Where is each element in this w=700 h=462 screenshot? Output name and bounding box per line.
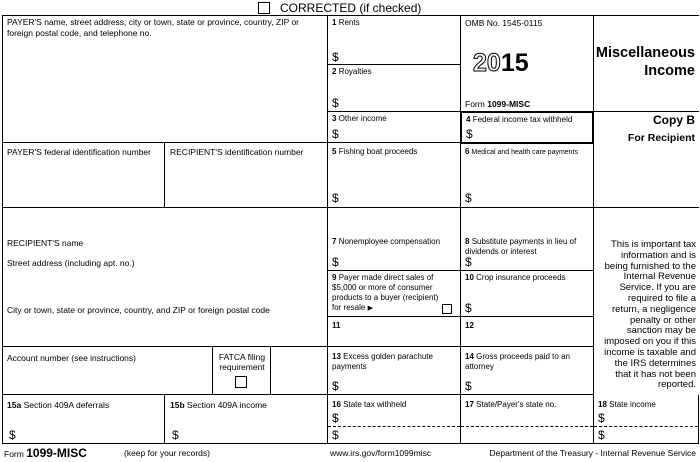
box-4-federal-tax-withheld[interactable]: 4 Federal income tax withheld $ xyxy=(460,111,594,144)
footer xyxy=(0,446,700,462)
box-3-other-income[interactable]: 3 Other income $ xyxy=(328,112,461,143)
title-line2: Income xyxy=(644,63,695,79)
recipient-name-label: RECIPIENT'S name xyxy=(7,238,84,248)
box-9-checkbox[interactable] xyxy=(442,304,452,314)
box-10-crop-insurance[interactable]: 10 Crop insurance proceeds $ xyxy=(461,271,594,317)
box-2-royalties[interactable]: 2 Royalties $ xyxy=(328,65,461,112)
omb-number: OMB No. 1545-0115 xyxy=(465,18,543,28)
blank-cell xyxy=(271,347,328,395)
street-label: Street address (including apt. no.) xyxy=(7,258,135,268)
dollar-sign: $ xyxy=(465,191,472,205)
box-12[interactable]: 12 xyxy=(461,317,594,347)
divider xyxy=(328,426,460,427)
footer-dept: Department of the Treasury - Internal Revenue Service xyxy=(489,448,696,458)
form-title xyxy=(594,15,699,112)
footer-form: Form 1099-MISC xyxy=(4,446,87,460)
dollar-sign: $ xyxy=(332,411,339,425)
city-label: City or town, state or province, country, and ZIP or foreign postal code xyxy=(7,305,270,315)
dollar-sign: $ xyxy=(466,127,473,141)
box-14-attorney-proceeds[interactable]: 14 Gross proceeds paid to an attorney $ xyxy=(461,347,594,395)
dollar-sign: $ xyxy=(332,379,339,393)
box-16-state-tax[interactable]: 16 State tax withheld $ $ xyxy=(328,395,461,444)
box-5-fishing-boat[interactable]: 5 Fishing boat proceeds $ xyxy=(328,143,461,208)
fatca-checkbox[interactable] xyxy=(235,376,247,388)
copy-b-block xyxy=(594,112,699,208)
fatca-box: FATCA filing requirement xyxy=(213,347,271,395)
dollar-sign: $ xyxy=(465,255,472,269)
dollar-sign: $ xyxy=(465,379,472,393)
dollar-sign: $ xyxy=(9,428,16,442)
dollar-sign: $ xyxy=(598,428,605,442)
box-15b-income[interactable]: 15b Section 409A income $ xyxy=(165,395,328,444)
payer-fed-id-box[interactable]: PAYER'S federal identification number xyxy=(2,143,165,208)
omb-box xyxy=(461,15,594,112)
box-9-direct-sales[interactable]: 9 Payer made direct sales of $5,000 or more of consumer products to a buyer (recipient) for resale ▶ xyxy=(328,271,461,317)
dollar-sign: $ xyxy=(332,50,339,64)
recipient-name-box[interactable] xyxy=(2,208,328,347)
irs-notice: This is important tax information and is being furnished to the Internal Revenue Service. If you are required to file a return, a negligence penalty or other sanction may be imposed on you if this income is taxable and the IRS determines that it has not been reported. xyxy=(604,239,696,391)
box-15a-deferrals[interactable]: 15a Section 409A deferrals $ xyxy=(2,395,165,444)
box-18-state-income[interactable]: 18 State income $ $ xyxy=(594,395,699,444)
corrected-checkbox[interactable] xyxy=(258,2,270,14)
payer-name-box[interactable] xyxy=(2,15,328,143)
dollar-sign: $ xyxy=(332,127,339,141)
box-6-medical[interactable]: 6 Medical and health care payments $ xyxy=(461,143,594,208)
recipient-id-box[interactable]: RECIPIENT'S identification number xyxy=(165,143,328,208)
title-line1: Miscellaneous xyxy=(595,45,695,61)
box-11[interactable]: 11 xyxy=(328,317,461,347)
tax-year: 2015 xyxy=(473,49,529,77)
corrected-label: CORRECTED (if checked) xyxy=(280,1,422,15)
dollar-sign: $ xyxy=(332,255,339,269)
for-recipient-label: For Recipient xyxy=(627,132,695,144)
box-1-rents[interactable]: 1 Rents $ xyxy=(328,15,461,65)
dollar-sign: $ xyxy=(332,191,339,205)
divider xyxy=(594,426,698,427)
copy-label: Copy B xyxy=(653,113,695,127)
footer-keep: (keep for your records) xyxy=(124,448,210,458)
box-7-nonemployee[interactable]: 7 Nonemployee compensation $ xyxy=(328,208,461,271)
box-17-state-payer-no[interactable]: 17 State/Payer's state no. xyxy=(461,395,594,444)
divider xyxy=(461,426,593,427)
dollar-sign: $ xyxy=(465,301,472,315)
dollar-sign: $ xyxy=(332,428,339,442)
dollar-sign: $ xyxy=(332,96,339,110)
account-number-box[interactable]: Account number (see instructions) xyxy=(2,347,213,395)
box-8-substitute-payments[interactable]: 8 Substitute payments in lieu of dividends or interest $ xyxy=(461,208,594,271)
dollar-sign: $ xyxy=(172,428,179,442)
box-13-golden-parachute[interactable]: 13 Excess golden parachute payments $ xyxy=(328,347,461,395)
dollar-sign: $ xyxy=(598,411,605,425)
footer-url[interactable]: www.irs.gov/form1099misc xyxy=(330,448,432,458)
form-name-top: Form 1099-MISC xyxy=(465,99,531,109)
payer-name-label: PAYER'S name, street address, city or town, state or province, country, ZIP or foreign postal code, and telephone no. xyxy=(7,17,300,38)
